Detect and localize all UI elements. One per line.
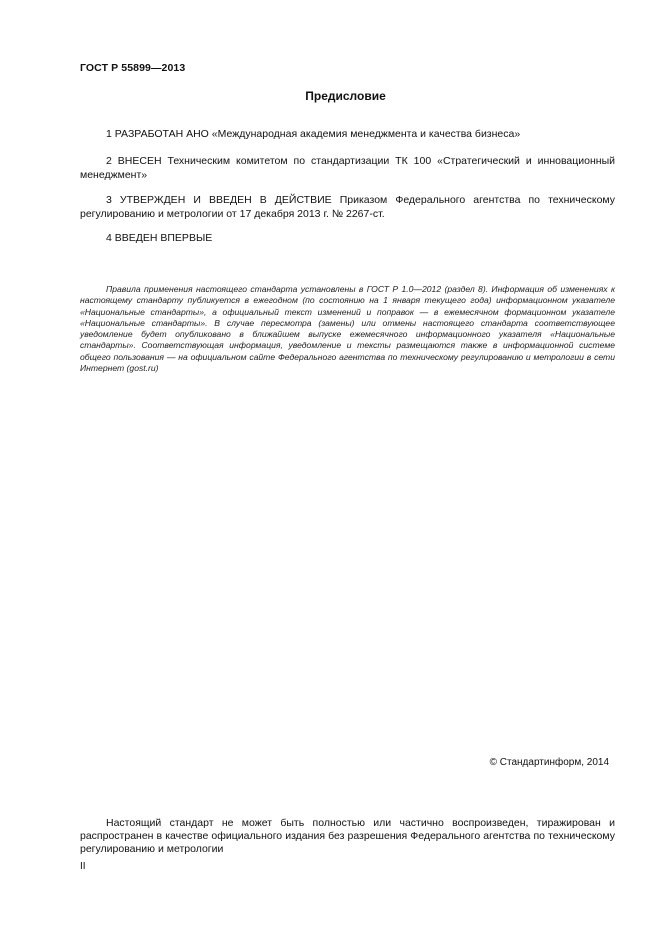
foreword-item-3: 3 УТВЕРЖДЕН И ВВЕДЕН В ДЕЙСТВИЕ Приказом Федерального агентства по техническому регулированию и метрологии от 17 декабря 2013 г. № 2267-ст. xyxy=(80,194,615,220)
document-header: ГОСТ Р 55899—2013 xyxy=(80,62,186,74)
foreword-item-2: 2 ВНЕСЕН Техническим комитетом по стандартизации ТК 100 «Стратегический и инновационный менеджмент» xyxy=(80,155,615,181)
foreword-item-1: 1 РАЗРАБОТАН АНО «Международная академия менеджмента и качества бизнеса» xyxy=(106,128,521,140)
application-rules-note: Правила применения настоящего стандарта установлены в ГОСТ Р 1.0—2012 (раздел 8). Информация об изменениях к настоящему стандарту публикуется в ежегодном (по состоянию на 1 января текущего года) информационном указателе «Национальные стандарты», а официальный текст изменений и поправок — в ежемесячном формационном указателе «Национальные стандарты». В случае пересмотра (замены) или отмены настоящего стандарта соответствующее уведомление будет опубликовано в ближайшем выпуске ежемесячного информационного указателя «Национальные стандарты». Соответствующая информация, уведомление и тексты размещаются также в информационной системе общего пользования — на официальном сайте Федерального агентства по техническому регулированию и метрологии в сети Интернет (gost.ru) xyxy=(80,284,615,374)
foreword-item-4: 4 ВВЕДЕН ВПЕРВЫЕ xyxy=(106,232,213,244)
page-title: Предисловие xyxy=(305,89,386,103)
copyright-line: © Стандартинформ, 2014 xyxy=(489,757,609,768)
reproduction-notice: Настоящий стандарт не может быть полностью или частично воспроизведен, тиражирован и распространен в качестве официального издания без разрешения Федерального агентства по техническому регулированию и метрологии xyxy=(80,817,615,856)
page-number: II xyxy=(80,861,86,872)
